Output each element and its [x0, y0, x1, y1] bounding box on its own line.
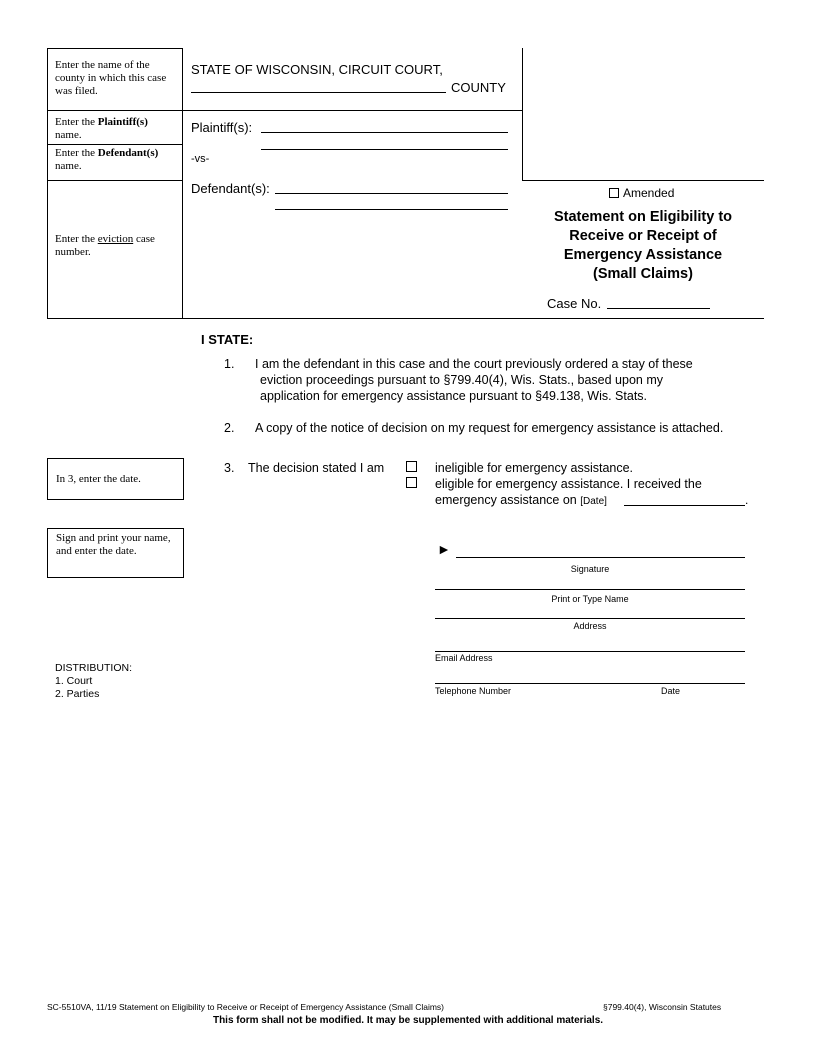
distribution-item-parties: 2. Parties	[55, 688, 100, 700]
plaintiff-hint	[55, 116, 177, 142]
plaintiff-label: Plaintiff(s):	[191, 120, 253, 135]
item-2-text: A copy of the notice of decision on my request for emergency assistance is attached.	[255, 421, 724, 435]
date-hint-box	[47, 458, 184, 500]
plaintiff-hint-pre: Enter the	[55, 116, 98, 128]
county-name-field[interactable]	[191, 92, 446, 93]
item-1-line-3: application for emergency assistance pursuant to §49.138, Wis. Stats.	[260, 389, 648, 403]
amended-rule	[522, 180, 764, 181]
distribution-item-court: 1. Court	[55, 675, 93, 687]
assistance-date-field[interactable]	[624, 505, 745, 506]
address-field-2[interactable]	[435, 651, 745, 652]
case-no-label: Case No.	[547, 296, 602, 311]
i-state-heading: I STATE:	[201, 332, 254, 347]
distribution	[55, 662, 132, 701]
county-hint: Enter the name of the county in which this case was filed.	[55, 59, 167, 97]
form-title-line-4: (Small Claims)	[593, 266, 693, 282]
form-title-line-2: Receive or Receipt of	[569, 228, 717, 244]
hint-rule-1	[47, 110, 182, 111]
eligible-option-line-1: eligible for emergency assistance. I received the	[435, 477, 702, 491]
plaintiff-name-field-2[interactable]	[261, 149, 508, 150]
left-column-border	[47, 48, 48, 319]
form-title-line-3: Emergency Assistance	[563, 247, 723, 263]
plaintiff-hint-bold: Plaintiff(s)	[97, 116, 148, 128]
plaintiff-hint-post: name.	[55, 129, 82, 141]
amended-checkbox-row[interactable]	[609, 186, 674, 200]
print-name-field[interactable]	[435, 589, 745, 590]
email-phone-field[interactable]	[435, 683, 745, 684]
header-bottom-rule	[47, 318, 764, 319]
item-3-lead: The decision stated I am	[248, 461, 385, 475]
signature-arrow-icon: ►	[437, 541, 451, 557]
plaintiff-name-field-1[interactable]	[261, 132, 508, 133]
eviction-hint-post: case number.	[55, 233, 155, 258]
eviction-hint-pre: Enter the	[55, 233, 98, 245]
county-label: COUNTY	[451, 80, 506, 95]
defendant-hint-bold: Defendant(s)	[97, 147, 159, 159]
eviction-hint	[55, 233, 177, 259]
amended-checkbox[interactable]	[609, 188, 619, 198]
address-field[interactable]	[435, 618, 745, 619]
signature-field[interactable]	[456, 557, 745, 558]
item-1-line-1: I am the defendant in this case and the court previously ordered a stay of these	[255, 357, 693, 371]
date-hint: In 3, enter the date.	[56, 473, 141, 485]
defendant-hint	[55, 147, 180, 173]
sign-hint-box	[47, 528, 184, 578]
eligible-checkbox[interactable]	[406, 477, 417, 488]
address-label: Address	[573, 621, 607, 631]
footer-notice: This form shall not be modified. It may be supplemented with additional materials.	[212, 1015, 604, 1026]
signature-label: Signature	[570, 564, 610, 574]
item-1-text	[255, 356, 765, 404]
date-label: Date	[661, 686, 681, 696]
date-field-period: .	[745, 493, 749, 507]
distribution-heading: DISTRIBUTION:	[55, 662, 133, 674]
print-name-label: Print or Type Name	[551, 594, 629, 604]
footer-statute: §799.40(4), Wisconsin Statutes	[603, 1002, 722, 1012]
item-1-line-2: eviction proceedings pursuant to §799.40(4), Wis. Stats., based upon my	[260, 373, 664, 387]
hint-rule-3	[47, 180, 182, 181]
defendant-hint-post: name.	[55, 160, 82, 172]
form-title-line-1: Statement on Eligibility to	[553, 209, 733, 225]
form-title	[523, 208, 763, 284]
sign-hint: Sign and print your name, and enter the date.	[56, 532, 171, 557]
court-title: STATE OF WISCONSIN, CIRCUIT COURT,	[191, 62, 443, 77]
eviction-hint-underline: eviction	[97, 233, 134, 245]
item-3-number: 3.	[224, 461, 235, 475]
header-top-rule	[47, 48, 182, 49]
hint-rule-2	[47, 144, 182, 145]
ineligible-checkbox[interactable]	[406, 461, 417, 472]
hint-column-divider	[182, 48, 183, 319]
defendant-label: Defendant(s):	[191, 181, 270, 196]
caption-rule	[182, 110, 522, 111]
footer-form-id: SC-5510VA, 11/19 Statement on Eligibility to Receive or Receipt of Emergency Assistance (Small Claims)	[47, 1002, 444, 1012]
item-1-number: 1.	[224, 357, 235, 371]
defendant-hint-pre: Enter the	[55, 147, 98, 159]
defendant-name-field-1[interactable]	[275, 193, 508, 194]
caption-divider	[522, 48, 523, 181]
item-2-number: 2.	[224, 421, 235, 435]
case-no-field[interactable]	[607, 308, 710, 309]
vs-label: -vs-	[191, 153, 210, 165]
email-label: Email Address	[435, 653, 493, 663]
eligible-option-text: emergency assistance on	[435, 493, 577, 507]
amended-label: Amended	[623, 186, 675, 200]
eligible-option-line-2	[435, 492, 607, 510]
date-tag: [Date]	[580, 496, 607, 507]
ineligible-option: ineligible for emergency assistance.	[435, 461, 634, 475]
telephone-label: Telephone Number	[435, 686, 512, 696]
defendant-name-field-2[interactable]	[275, 209, 508, 210]
